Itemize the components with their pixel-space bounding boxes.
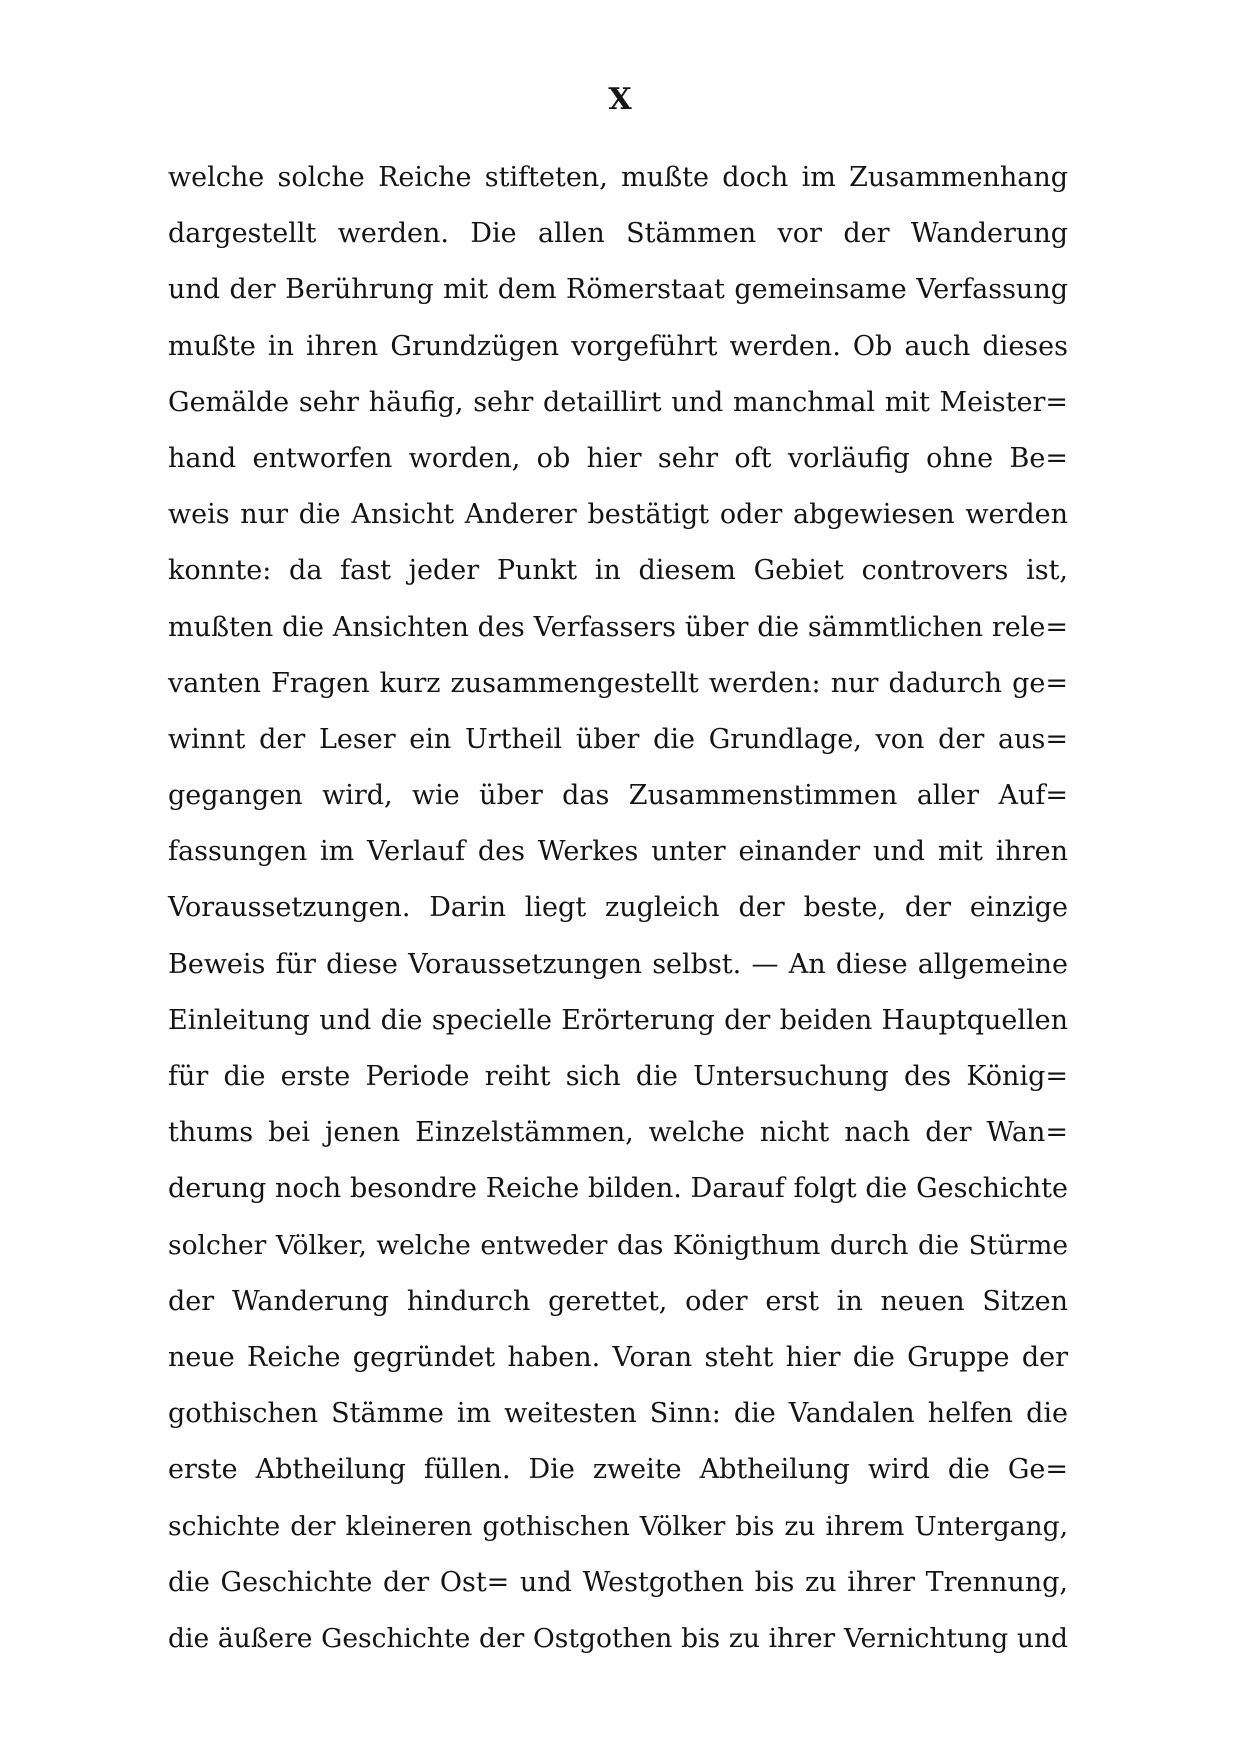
text-line: und der Berührung mit dem Römerstaat gemeinsame Verfassung [168,274,1068,306]
text-line: für die erste Periode reiht sich die Untersuchung des König= [168,1061,1068,1092]
text-line: schichte der kleineren gothischen Völker bis zu ihrem Untergang, [168,1510,1068,1542]
text-line: thums bei jenen Einzelstämmen, welche nicht nach der Wan= [168,1117,1068,1149]
text-line: welche solche Reiche stifteten, mußte doch im Zusammenhang [168,162,1068,193]
text-line: Einleitung und die specielle Erörterung der beiden Hauptquellen [168,1004,1068,1036]
text-line: Gemälde sehr häufig, sehr detaillirt und manchmal mit Meister= [168,386,1068,418]
text-line: Voraussetzungen. Darin liegt zugleich der beste, der einzige [168,892,1068,924]
text-line: die äußere Geschichte der Ostgothen bis zu ihrer Vernichtung und [168,1622,1068,1654]
text-line: der Wanderung hindurch gerettet, oder erst in neuen Sitzen [168,1285,1068,1317]
text-line: mußten die Ansichten des Verfassers über die sämmtlichen rele= [168,611,1068,643]
page-number: X [608,82,633,117]
text-line: hand entworfen worden, ob hier sehr oft vorläufig ohne Be= [168,442,1068,474]
text-line: vanten Fragen kurz zusammengestellt werden: nur dadurch ge= [168,667,1068,699]
text-line: derung noch besondre Reiche bilden. Darauf folgt die Geschichte [168,1173,1068,1205]
text-line: dargestellt werden. Die allen Stämmen vor der Wanderung [168,218,1068,250]
text-line: mußte in ihren Grundzügen vorgeführt werden. Ob auch dieses [168,330,1068,362]
text-line: neue Reiche gegründet haben. Voran steht hier die Gruppe der [168,1341,1068,1373]
text-line: gothischen Stämme im weitesten Sinn: die Vandalen helfen die [168,1398,1068,1430]
text-line: weis nur die Ansicht Anderer bestätigt oder abgewiesen werden [168,499,1068,531]
body-text [168,150,1068,1667]
text-line: Beweis für diese Voraussetzungen selbst. — An diese allgemeine [168,948,1068,980]
text-line: erste Abtheilung füllen. Die zweite Abtheilung wird die Ge= [168,1454,1068,1486]
text-line: konnte: da fast jeder Punkt in diesem Gebiet controvers ist, [168,555,1068,587]
text-line: fassungen im Verlauf des Werkes unter einander und mit ihren [168,836,1068,868]
text-line: gegangen wird, wie über das Zusammenstimmen aller Auf= [168,780,1068,812]
text-line: winnt der Leser ein Urtheil über die Grundlage, von der aus= [168,723,1068,755]
text-line: solcher Völker, welche entweder das Königthum durch die Stürme [168,1229,1068,1261]
text-line: die Geschichte der Ost= und Westgothen bis zu ihrer Trennung, [168,1566,1068,1598]
